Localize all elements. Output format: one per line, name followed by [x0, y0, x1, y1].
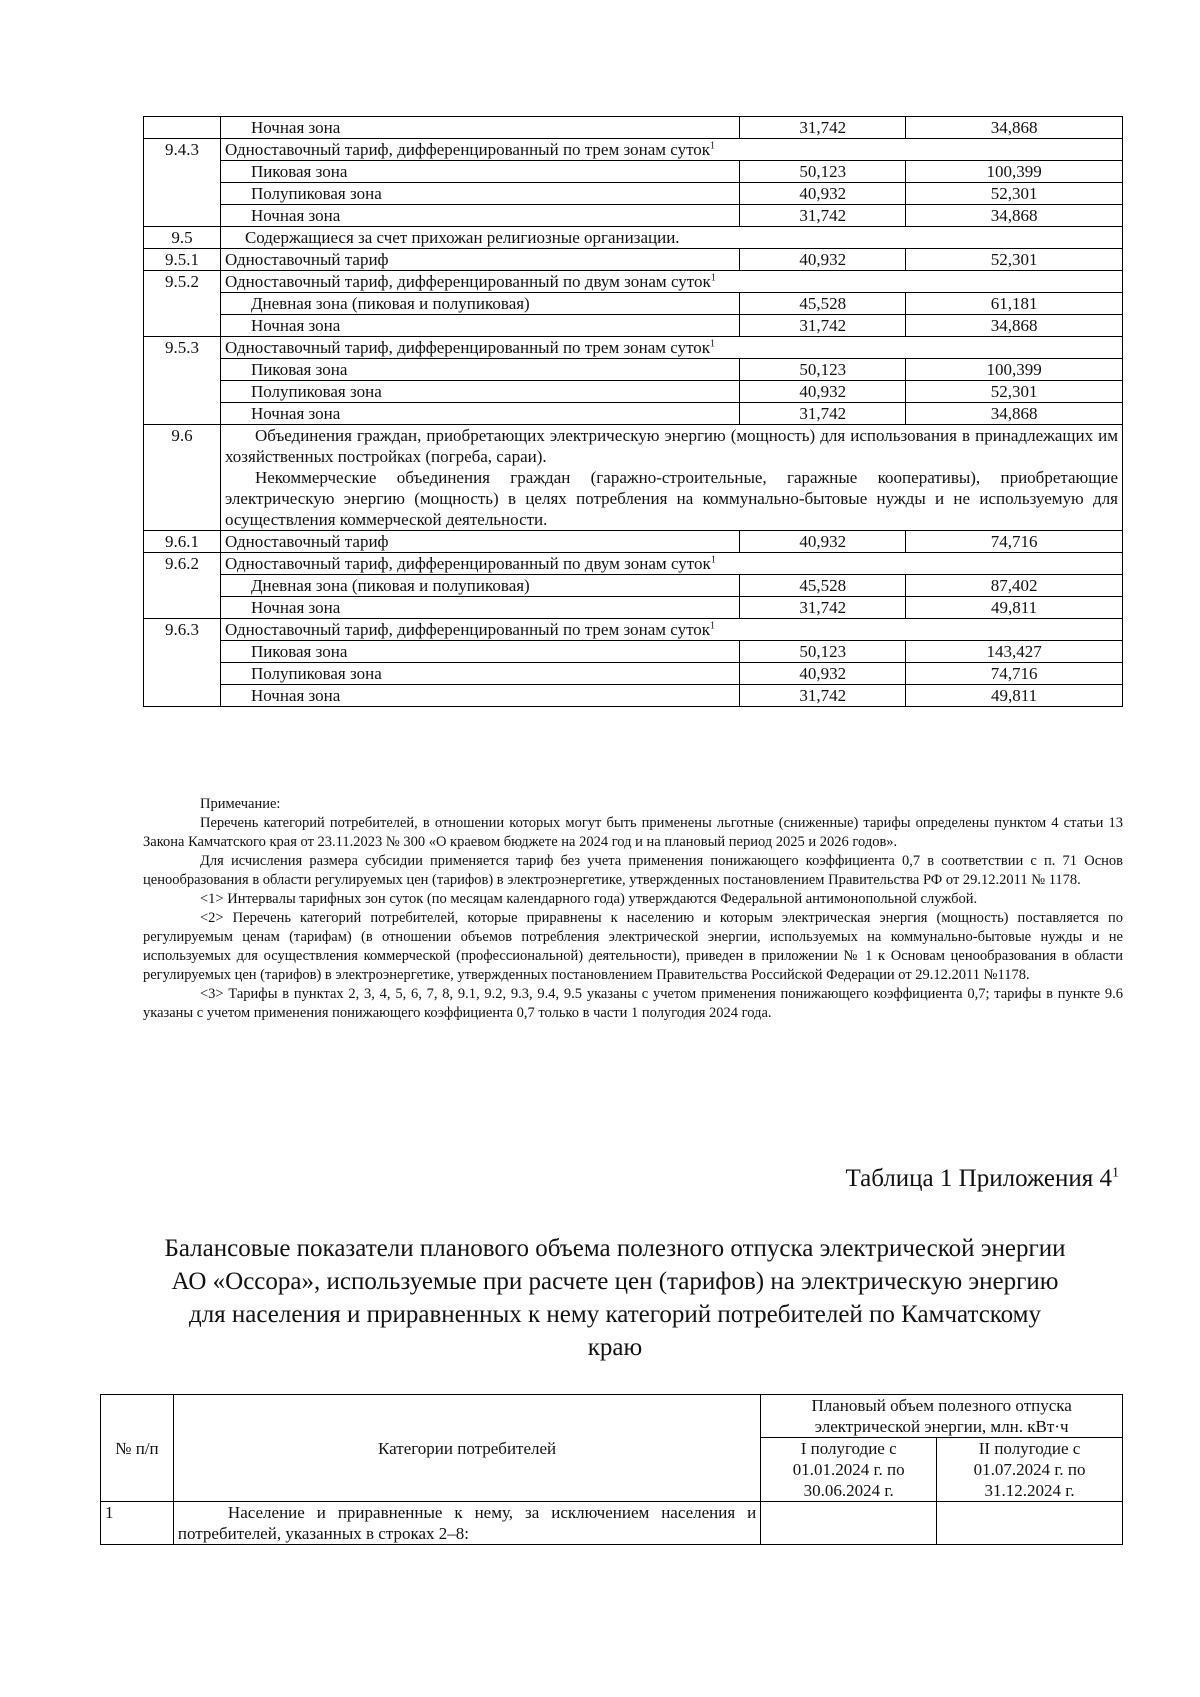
note-paragraph: <1> Интервалы тарифных зон суток (по месяцам календарного года) утверждаются Федеральной антимонопольной службой.	[200, 891, 978, 907]
note-paragraph: <2> Перечень категорий потребителей, которые приравнены к населению и которым электрическая энергия (мощность) поставляется по регулируемым ценам (тарифам) (в отношении объемов потребления электрической энергии, используемых на коммунально-бытовые нужды и не используемых для осуществления коммерческой (профессиональной) деятельности), приведен в приложении № 1 к Основам ценообразования в области регулируемых цен (тарифов) в электроэнергетике, утвержденных постановлением Правительства Российской Федерации от 29.12.2011 №1178.	[143, 910, 1123, 983]
document-title: Балансовые показатели планового объема полезного отпуска электрической энергии АО «Оссора», используемые при расчете цен (тарифов) на электрическую энергию для населения и приравненных к нему категорий потребителей по Камчатскому краю	[164, 1235, 1066, 1361]
value-h1: 45,528	[740, 575, 906, 597]
value-h2: 49,811	[906, 597, 1123, 619]
notes-heading: Примечание:	[200, 796, 281, 812]
header-half2: II полугодие с 01.07.2024 г. по 31.12.2024 г.	[937, 1438, 1123, 1502]
table-header-row	[101, 1395, 1123, 1438]
value-h2: 52,301	[906, 381, 1123, 403]
value-h2: 100,399	[906, 359, 1123, 381]
table-caption: Таблица 1 Приложения $4^1$	[845, 1165, 1119, 1192]
table-row	[144, 663, 1123, 685]
footnote-mark: 1	[710, 554, 716, 566]
row-label: Пиковая зона	[220, 359, 739, 381]
value-h1: 31,742	[740, 403, 906, 425]
row-label: Население и приравненные к нему, за исключением населения и потребителей, указанных в строках 2–8:	[173, 1502, 760, 1545]
value-h1: 40,932	[740, 663, 906, 685]
row-label: Одноставочный тариф, дифференцированный по трем зонам суток$^1$	[220, 139, 1122, 161]
footnote-mark: 1	[710, 140, 716, 152]
header-number: № п/п	[101, 1395, 174, 1502]
value-h1: 31,742	[740, 117, 906, 139]
footnote-mark: 1	[710, 338, 716, 350]
row-label: Пиковая зона	[220, 641, 739, 663]
value-h2: 74,716	[906, 531, 1123, 553]
note-paragraph: <3> Тарифы в пунктах 2, 3, 4, 5, 6, 7, 8, 9.1, 9.2, 9.3, 9.4, 9.5 указаны с учетом применения понижающего коэффициента 0,7; тарифы в пункте 9.6 указаны с учетом применения понижающего коэффициента 0,7 только в части 1 полугодия 2024 года.	[143, 986, 1123, 1021]
table-row	[144, 161, 1123, 183]
row-number	[144, 117, 221, 139]
value-h1: 31,742	[740, 205, 906, 227]
table-row	[144, 183, 1123, 205]
header-category: Категории потребителей	[173, 1395, 760, 1502]
row-label: Пиковая зона	[220, 161, 739, 183]
value-h1: 31,742	[740, 597, 906, 619]
value-h1: 45,528	[740, 293, 906, 315]
row-label: Ночная зона	[220, 597, 739, 619]
footnote-mark: 1	[710, 272, 716, 284]
row-label: Одноставочный тариф, дифференцированный по двум зонам суток$^1$	[220, 553, 1122, 575]
value-h1: 50,123	[740, 359, 906, 381]
value-h2: 100,399	[906, 161, 1123, 183]
table-row	[144, 205, 1123, 227]
table-row	[144, 359, 1123, 381]
table-row	[144, 685, 1123, 707]
row-number: 9.6.1	[144, 531, 221, 553]
row-label: Одноставочный тариф, дифференцированный по двум зонам суток$^1$	[220, 271, 1122, 293]
table-row	[144, 227, 1123, 249]
table-row	[144, 403, 1123, 425]
row-label: Ночная зона	[220, 205, 739, 227]
row-label: Ночная зона	[220, 685, 739, 707]
value-h1	[761, 1502, 937, 1545]
value-h1: 50,123	[740, 161, 906, 183]
value-h1: 40,932	[740, 249, 906, 271]
note-paragraph: Для исчисления размера субсидии применяется тариф без учета применения понижающего коэффициента 0,7 в соответствии с п. 71 Основ ценообразования в области регулируемых цен (тарифов) в электроэнергетике, утвержденных постановлением Правительства РФ от 29.12.2011 № 1178.	[143, 853, 1123, 888]
row-number: 9.5.1	[144, 249, 221, 271]
row-label: Полупиковая зона	[220, 381, 739, 403]
value-h1: 31,742	[740, 685, 906, 707]
value-h2: 34,868	[906, 315, 1123, 337]
value-h2: 61,181	[906, 293, 1123, 315]
value-h2: 143,427	[906, 641, 1123, 663]
table-row	[144, 139, 1123, 161]
note-paragraph: Перечень категорий потребителей, в отношении которых могут быть применены льготные (сниженные) тарифы определены пунктом 4 статьи 13 Закона Камчатского края от 23.11.2023 № 300 «О краевом бюджете на 2024 год и на плановый период 2025 и 2026 годов».	[143, 815, 1123, 850]
table-row	[144, 531, 1123, 553]
row-label: Дневная зона (пиковая и полупиковая)	[220, 293, 739, 315]
value-h2: 52,301	[906, 249, 1123, 271]
balance-table	[100, 1394, 1123, 1545]
description-paragraph: Некоммерческие объединения граждан (гаражно-строительные, гаражные кооперативы), приобретающие электрическую энергию (мощность) в целях потребления на коммунально-бытовые нужды и не используемую для осуществления коммерческой деятельности.	[224, 468, 1118, 529]
value-h2	[937, 1502, 1123, 1545]
value-h1: 31,742	[740, 315, 906, 337]
value-h2: 34,868	[906, 117, 1123, 139]
footnote-mark: 1	[1112, 1165, 1119, 1181]
row-number: 9.4.3	[144, 139, 221, 227]
value-h1: 50,123	[740, 641, 906, 663]
row-number: 9.5	[144, 227, 221, 249]
table-row	[144, 249, 1123, 271]
row-label: Содержащиеся за счет прихожан религиозные организации.	[220, 227, 1122, 249]
value-h1: 40,932	[740, 531, 906, 553]
row-label: Одноставочный тариф, дифференцированный по трем зонам суток$^1$	[220, 337, 1122, 359]
header-half1: I полугодие с 01.01.2024 г. по 30.06.2024 г.	[761, 1438, 937, 1502]
table-row	[144, 293, 1123, 315]
description-paragraph: Объединения граждан, приобретающих электрическую энергию (мощность) для использования в принадлежащих им хозяйственных постройках (погреба, сараи).	[224, 426, 1118, 466]
row-label: Одноставочный тариф, дифференцированный по трем зонам суток$^1$	[220, 619, 1122, 641]
header-volume: Плановый объем полезного отпуска электрической энергии, млн. кВт·ч	[761, 1395, 1123, 1438]
row-label: Одноставочный тариф	[220, 249, 739, 271]
table-row	[144, 271, 1123, 293]
value-h2: 74,716	[906, 663, 1123, 685]
table-row	[144, 117, 1123, 139]
row-label: Ночная зона	[220, 315, 739, 337]
row-label: Полупиковая зона	[220, 663, 739, 685]
notes-section	[143, 795, 1123, 1023]
row-number: 9.6.3	[144, 619, 221, 707]
row-description	[220, 425, 1122, 531]
row-label: Ночная зона	[220, 403, 739, 425]
table-row	[144, 641, 1123, 663]
row-number: 1	[101, 1502, 174, 1545]
value-h2: 52,301	[906, 183, 1123, 205]
row-label: Одноставочный тариф	[220, 531, 739, 553]
row-number: 9.5.2	[144, 271, 221, 337]
table-row	[144, 381, 1123, 403]
tariff-table	[143, 116, 1123, 707]
row-number: 9.5.3	[144, 337, 221, 425]
table-row	[144, 575, 1123, 597]
value-h2: 34,868	[906, 205, 1123, 227]
row-number: 9.6.2	[144, 553, 221, 619]
row-label: Дневная зона (пиковая и полупиковая)	[220, 575, 739, 597]
table-row	[144, 597, 1123, 619]
footnote-mark: 1	[710, 620, 716, 632]
value-h1: 40,932	[740, 381, 906, 403]
table-row	[144, 315, 1123, 337]
table-row	[144, 337, 1123, 359]
table-row	[144, 425, 1123, 531]
row-number: 9.6	[144, 425, 221, 531]
value-h1: 40,932	[740, 183, 906, 205]
row-label: Ночная зона	[220, 117, 739, 139]
value-h2: 34,868	[906, 403, 1123, 425]
table-row	[101, 1502, 1123, 1545]
table-row	[144, 619, 1123, 641]
value-h2: 87,402	[906, 575, 1123, 597]
row-label: Полупиковая зона	[220, 183, 739, 205]
value-h2: 49,811	[906, 685, 1123, 707]
table-row	[144, 553, 1123, 575]
